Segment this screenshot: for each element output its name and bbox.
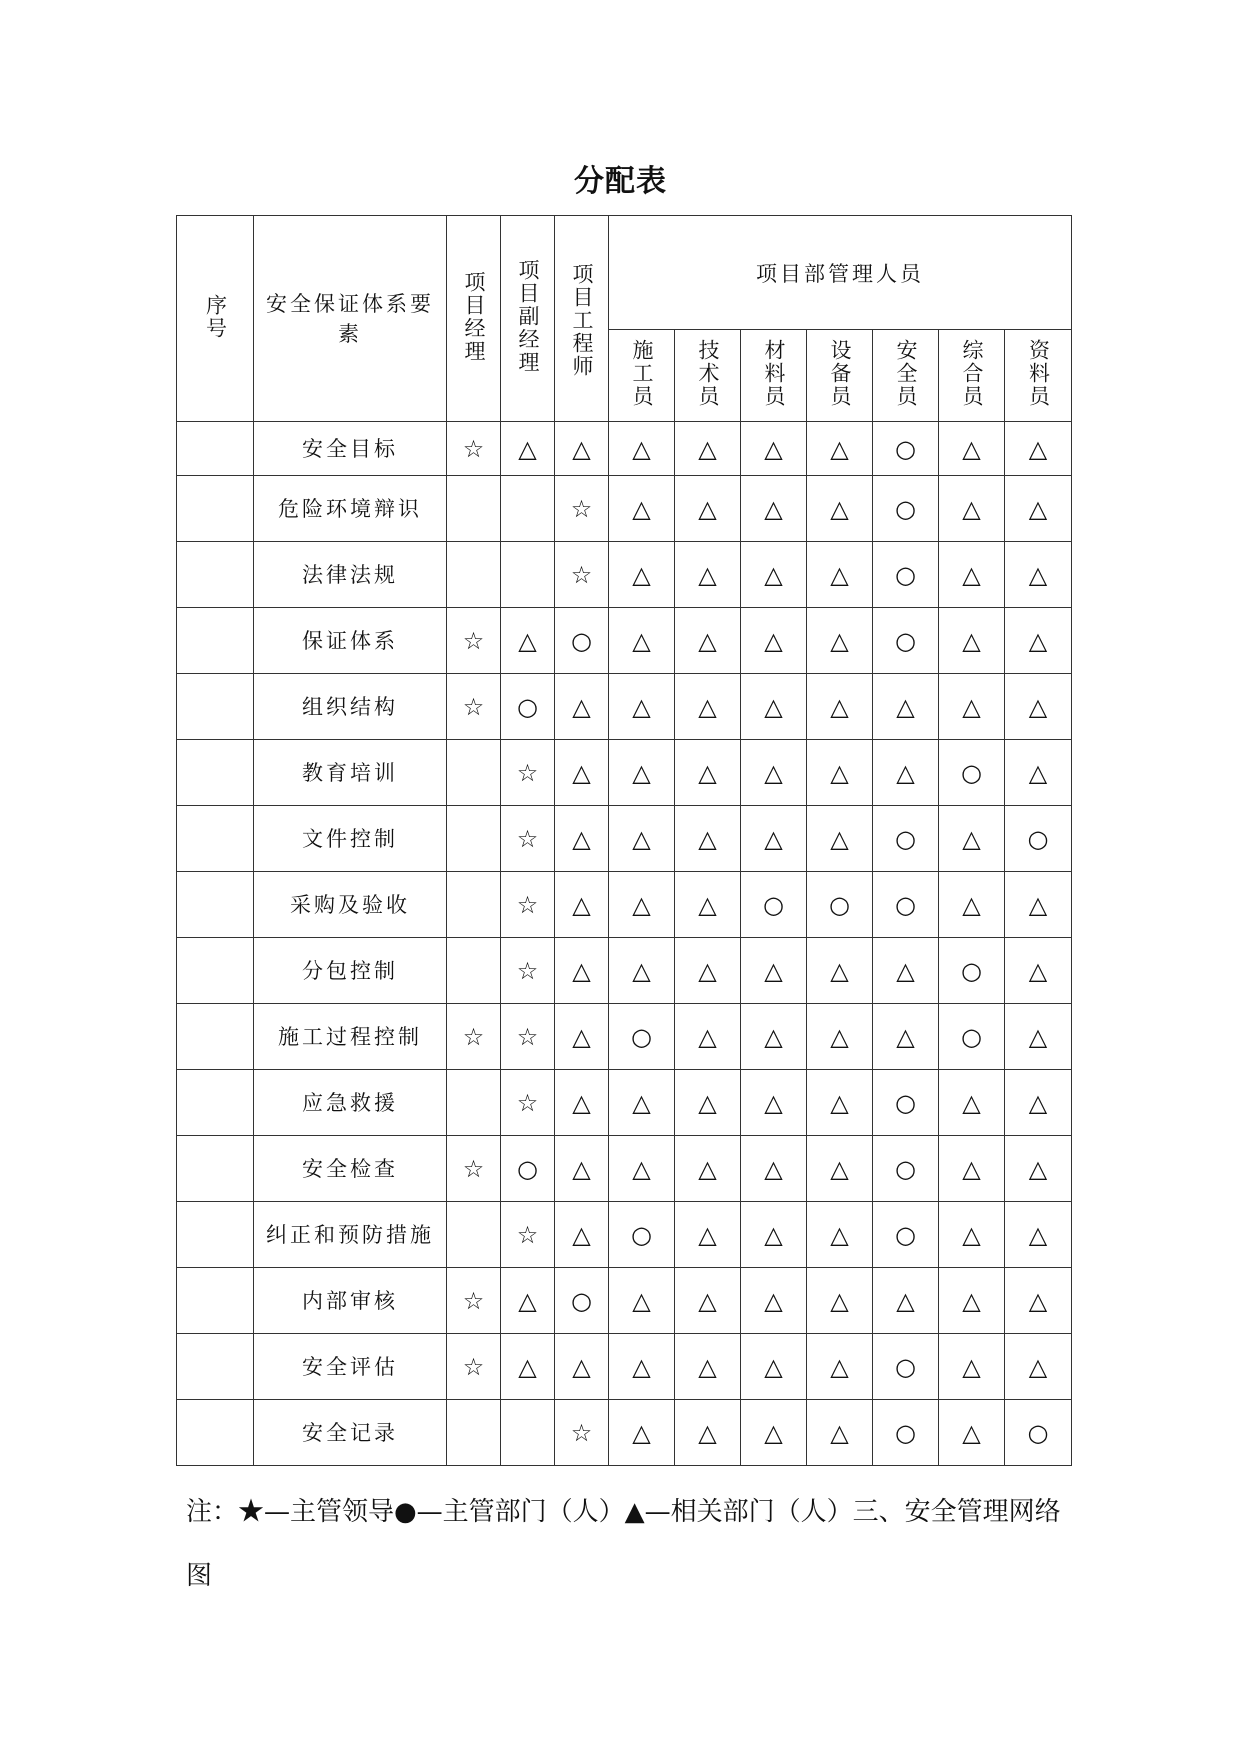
table-row	[177, 608, 1072, 674]
mark-cell: ○	[741, 872, 807, 938]
mark-cell: △	[555, 740, 609, 806]
mark-cell: ○	[939, 740, 1005, 806]
mark-cell: ○	[609, 1004, 675, 1070]
row-no-cell	[177, 1268, 254, 1334]
mark-cell: △	[675, 542, 741, 608]
mark-cell: △	[1005, 1268, 1072, 1334]
header-engineer-cell	[555, 216, 609, 422]
mark-cell: △	[675, 1202, 741, 1268]
mark-cell: △	[609, 674, 675, 740]
mark-cell: ○	[873, 608, 939, 674]
mark-cell: △	[1005, 674, 1072, 740]
mark-cell: △	[741, 674, 807, 740]
header-manager: 项目经理	[462, 270, 486, 363]
header-no-cell	[177, 216, 254, 422]
header-staff-cell	[1005, 330, 1072, 422]
mark-cell	[447, 806, 501, 872]
mark-cell: ○	[609, 1202, 675, 1268]
mark-cell: △	[1005, 740, 1072, 806]
row-element-cell: 危险环境辩识	[254, 476, 447, 542]
mark-cell: △	[741, 806, 807, 872]
mark-cell: △	[939, 1268, 1005, 1334]
mark-cell: △	[501, 1268, 555, 1334]
mark-cell: △	[939, 1400, 1005, 1466]
header-staff-cell	[609, 330, 675, 422]
mark-cell: ○	[807, 872, 873, 938]
mark-cell: △	[609, 1136, 675, 1202]
mark-cell: △	[939, 422, 1005, 476]
header-staff-construction: 施工员	[630, 339, 654, 408]
mark-cell: ○	[873, 1136, 939, 1202]
header-staff-safety: 安全员	[894, 339, 918, 408]
mark-cell: △	[741, 1136, 807, 1202]
legend-note: 注：★—主管领导●—主管部门（人）▲—相关部门（人）三、安全管理网络图	[186, 1497, 1061, 1591]
header-staff-general: 综合员	[960, 339, 984, 408]
mark-cell: △	[609, 1070, 675, 1136]
mark-cell: ○	[1005, 1400, 1072, 1466]
row-element-cell: 分包控制	[254, 938, 447, 1004]
mark-cell	[501, 542, 555, 608]
header-staff-cell	[873, 330, 939, 422]
mark-cell: ☆	[555, 542, 609, 608]
mark-cell: △	[609, 542, 675, 608]
row-no-cell	[177, 1070, 254, 1136]
row-no-cell	[177, 806, 254, 872]
mark-cell: ○	[873, 1202, 939, 1268]
row-element-cell: 安全记录	[254, 1400, 447, 1466]
mark-cell: ○	[555, 1268, 609, 1334]
mark-cell: △	[675, 608, 741, 674]
table-row	[177, 422, 1072, 476]
mark-cell: △	[609, 1334, 675, 1400]
mark-cell: △	[609, 806, 675, 872]
header-staff-cell	[675, 330, 741, 422]
mark-cell: △	[501, 608, 555, 674]
mark-cell: ☆	[447, 422, 501, 476]
mark-cell: △	[741, 938, 807, 1004]
mark-cell: ○	[873, 476, 939, 542]
mark-cell: △	[939, 542, 1005, 608]
row-no-cell	[177, 1334, 254, 1400]
mark-cell: △	[1005, 872, 1072, 938]
mark-cell: △	[555, 1136, 609, 1202]
mark-cell: △	[501, 1334, 555, 1400]
mark-cell: △	[675, 740, 741, 806]
mark-cell: ☆	[447, 674, 501, 740]
row-no-cell	[177, 476, 254, 542]
mark-cell: △	[675, 422, 741, 476]
mark-cell: △	[1005, 1004, 1072, 1070]
mark-cell: △	[873, 674, 939, 740]
header-group: 项目部管理人员	[609, 216, 1072, 330]
mark-cell: △	[741, 1268, 807, 1334]
header-manager-cell	[447, 216, 501, 422]
mark-cell: △	[609, 872, 675, 938]
mark-cell	[447, 740, 501, 806]
mark-cell: △	[741, 1202, 807, 1268]
table-row	[177, 674, 1072, 740]
allocation-table	[176, 215, 1072, 1466]
mark-cell	[447, 938, 501, 1004]
mark-cell	[501, 476, 555, 542]
mark-cell: △	[807, 674, 873, 740]
mark-cell: △	[741, 1334, 807, 1400]
mark-cell: △	[609, 1268, 675, 1334]
mark-cell: △	[807, 1400, 873, 1466]
mark-cell: △	[555, 872, 609, 938]
header-staff-cell	[807, 330, 873, 422]
mark-cell: △	[939, 1136, 1005, 1202]
mark-cell: △	[675, 872, 741, 938]
mark-cell: △	[807, 806, 873, 872]
row-no-cell	[177, 422, 254, 476]
mark-cell: △	[807, 1268, 873, 1334]
mark-cell: △	[807, 1202, 873, 1268]
mark-cell: △	[939, 1334, 1005, 1400]
mark-cell: ☆	[501, 1070, 555, 1136]
row-element-cell: 法律法规	[254, 542, 447, 608]
mark-cell: △	[939, 806, 1005, 872]
mark-cell: △	[555, 1202, 609, 1268]
row-element-cell: 内部审核	[254, 1268, 447, 1334]
header-staff-records: 资料员	[1026, 339, 1051, 408]
mark-cell: △	[1005, 1136, 1072, 1202]
mark-cell	[447, 1070, 501, 1136]
row-no-cell	[177, 740, 254, 806]
row-element-cell: 安全检查	[254, 1136, 447, 1202]
mark-cell: △	[807, 542, 873, 608]
table-row	[177, 476, 1072, 542]
mark-cell: △	[555, 422, 609, 476]
header-staff-cell	[939, 330, 1005, 422]
row-no-cell	[177, 1202, 254, 1268]
table-body	[177, 422, 1072, 1466]
mark-cell: ○	[501, 674, 555, 740]
mark-cell: ○	[873, 542, 939, 608]
mark-cell: △	[675, 806, 741, 872]
mark-cell: ☆	[555, 476, 609, 542]
mark-cell: ☆	[447, 1334, 501, 1400]
mark-cell: △	[609, 938, 675, 1004]
mark-cell: △	[609, 476, 675, 542]
row-no-cell	[177, 1400, 254, 1466]
mark-cell: ☆	[501, 1004, 555, 1070]
mark-cell: △	[675, 1400, 741, 1466]
header-staff-equipment: 设备员	[828, 339, 852, 408]
mark-cell: △	[807, 422, 873, 476]
row-element-cell: 应急救援	[254, 1070, 447, 1136]
mark-cell: △	[609, 740, 675, 806]
mark-cell: △	[873, 1268, 939, 1334]
mark-cell: △	[807, 938, 873, 1004]
mark-cell: ☆	[501, 872, 555, 938]
mark-cell: ☆	[447, 608, 501, 674]
header-element: 安全保证体系要素	[254, 216, 447, 422]
table-row	[177, 542, 1072, 608]
mark-cell: △	[939, 608, 1005, 674]
mark-cell: △	[807, 476, 873, 542]
mark-cell: ☆	[501, 806, 555, 872]
mark-cell	[447, 1202, 501, 1268]
header-staff-cell	[741, 330, 807, 422]
mark-cell: △	[741, 740, 807, 806]
table-row	[177, 806, 1072, 872]
mark-cell: △	[675, 476, 741, 542]
table-row	[177, 740, 1072, 806]
mark-cell: △	[873, 938, 939, 1004]
mark-cell: △	[555, 1004, 609, 1070]
mark-cell: ☆	[447, 1268, 501, 1334]
row-no-cell	[177, 608, 254, 674]
mark-cell: △	[675, 1334, 741, 1400]
row-element-cell: 教育培训	[254, 740, 447, 806]
mark-cell: △	[1005, 608, 1072, 674]
mark-cell: △	[609, 1400, 675, 1466]
mark-cell: △	[501, 422, 555, 476]
mark-cell: △	[741, 1400, 807, 1466]
mark-cell: △	[807, 740, 873, 806]
mark-cell: ☆	[501, 740, 555, 806]
mark-cell: △	[939, 476, 1005, 542]
row-element-cell: 纠正和预防措施	[254, 1202, 447, 1268]
table-row	[177, 1004, 1072, 1070]
mark-cell: △	[939, 1070, 1005, 1136]
mark-cell: △	[609, 608, 675, 674]
header-engineer: 项目工程师	[570, 263, 594, 378]
mark-cell: △	[1005, 1202, 1072, 1268]
mark-cell	[501, 1400, 555, 1466]
mark-cell: ○	[873, 1070, 939, 1136]
mark-cell: △	[555, 674, 609, 740]
mark-cell: △	[741, 422, 807, 476]
mark-cell: △	[873, 1004, 939, 1070]
table-row	[177, 1268, 1072, 1334]
mark-cell: ☆	[501, 938, 555, 1004]
mark-cell: △	[939, 1202, 1005, 1268]
row-element-cell: 施工过程控制	[254, 1004, 447, 1070]
row-no-cell	[177, 542, 254, 608]
table-row	[177, 1202, 1072, 1268]
mark-cell: △	[1005, 542, 1072, 608]
mark-cell: ○	[873, 1334, 939, 1400]
mark-cell: △	[741, 476, 807, 542]
mark-cell: △	[741, 542, 807, 608]
page-title: 分配表	[574, 164, 667, 199]
mark-cell: △	[675, 1136, 741, 1202]
mark-cell: △	[807, 1136, 873, 1202]
mark-cell: △	[1005, 422, 1072, 476]
mark-cell: ○	[873, 806, 939, 872]
row-element-cell: 安全评估	[254, 1334, 447, 1400]
mark-cell: △	[675, 1004, 741, 1070]
row-element-cell: 文件控制	[254, 806, 447, 872]
mark-cell: △	[741, 1004, 807, 1070]
mark-cell: ○	[873, 1400, 939, 1466]
mark-cell: △	[555, 938, 609, 1004]
mark-cell: △	[555, 1334, 609, 1400]
mark-cell: ☆	[447, 1136, 501, 1202]
mark-cell: △	[807, 608, 873, 674]
mark-cell: △	[939, 872, 1005, 938]
row-no-cell	[177, 872, 254, 938]
table-row	[177, 1136, 1072, 1202]
mark-cell: △	[555, 806, 609, 872]
mark-cell: △	[1005, 938, 1072, 1004]
header-staff-material: 材料员	[762, 339, 786, 408]
mark-cell: ○	[555, 608, 609, 674]
row-no-cell	[177, 1136, 254, 1202]
mark-cell: △	[555, 1070, 609, 1136]
mark-cell: △	[1005, 476, 1072, 542]
mark-cell	[447, 542, 501, 608]
row-no-cell	[177, 674, 254, 740]
mark-cell: ○	[873, 422, 939, 476]
row-element-cell: 保证体系	[254, 608, 447, 674]
mark-cell: △	[741, 608, 807, 674]
mark-cell: ○	[501, 1136, 555, 1202]
table-row	[177, 938, 1072, 1004]
mark-cell	[447, 476, 501, 542]
mark-cell: △	[807, 1004, 873, 1070]
header-no: 序号	[203, 293, 228, 340]
mark-cell: △	[675, 938, 741, 1004]
row-element-cell: 组织结构	[254, 674, 447, 740]
header-deputy-cell	[501, 216, 555, 422]
mark-cell: ○	[873, 872, 939, 938]
table-row	[177, 1070, 1072, 1136]
table-row	[177, 1334, 1072, 1400]
table-row	[177, 872, 1072, 938]
mark-cell: △	[675, 1268, 741, 1334]
row-element-cell: 安全目标	[254, 422, 447, 476]
mark-cell: ☆	[447, 1004, 501, 1070]
mark-cell: ○	[1005, 806, 1072, 872]
table-row	[177, 1400, 1072, 1466]
mark-cell: ☆	[555, 1400, 609, 1466]
header-staff-technical: 技术员	[696, 339, 720, 408]
row-no-cell	[177, 1004, 254, 1070]
mark-cell: ○	[939, 938, 1005, 1004]
row-element-cell: 采购及验收	[254, 872, 447, 938]
mark-cell: ○	[939, 1004, 1005, 1070]
mark-cell: △	[675, 1070, 741, 1136]
mark-cell: △	[675, 674, 741, 740]
mark-cell: △	[939, 674, 1005, 740]
mark-cell: △	[873, 740, 939, 806]
mark-cell	[447, 1400, 501, 1466]
mark-cell	[447, 872, 501, 938]
mark-cell: △	[609, 422, 675, 476]
row-no-cell	[177, 938, 254, 1004]
mark-cell: △	[741, 1070, 807, 1136]
mark-cell: ☆	[501, 1202, 555, 1268]
mark-cell: △	[1005, 1070, 1072, 1136]
mark-cell: △	[807, 1070, 873, 1136]
mark-cell: △	[1005, 1334, 1072, 1400]
mark-cell: △	[807, 1334, 873, 1400]
header-deputy: 项目副经理	[516, 259, 540, 374]
